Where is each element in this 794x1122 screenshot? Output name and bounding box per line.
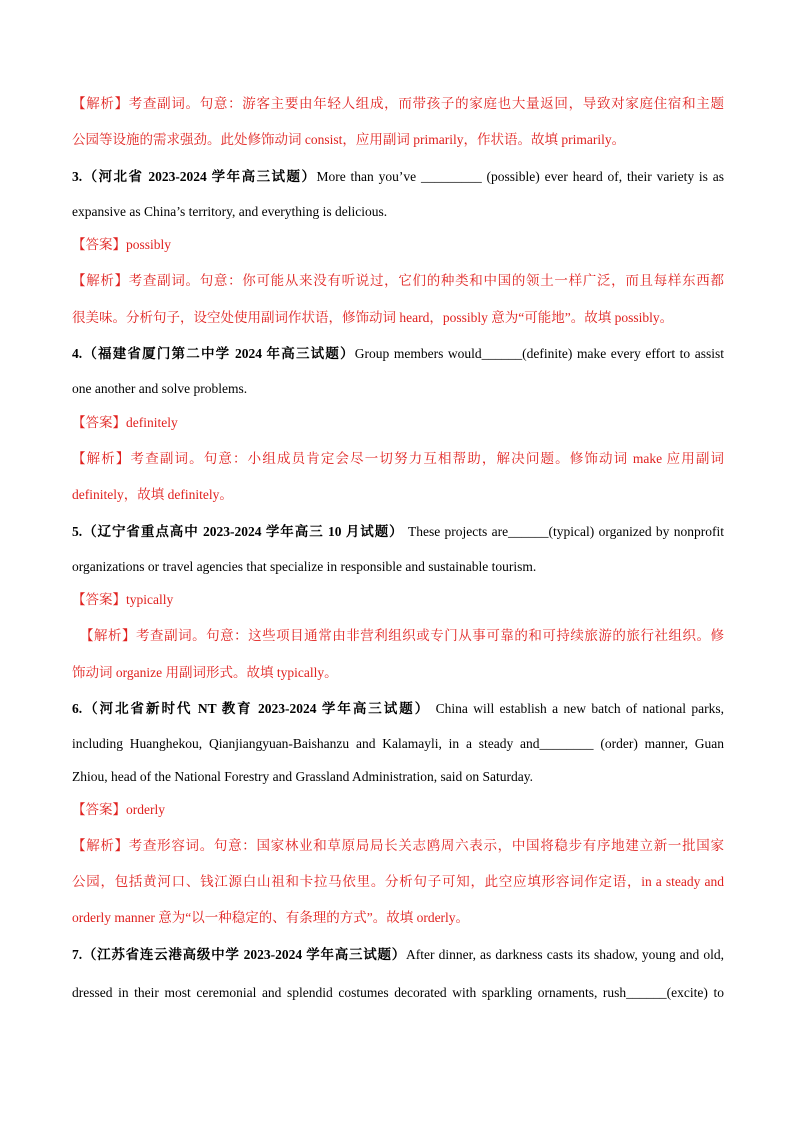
- q4-source: （福建省厦门第二中学 2024 年高三试题）: [82, 346, 355, 361]
- q3-source: （河北省 2023-2024 学年高三试题）: [82, 169, 317, 184]
- q7-stem-line-2: dressed in their most ceremonial and splendid costumes decorated with sparkling ornaments, rush______(excite) to: [72, 985, 724, 1000]
- q3-answer: 【答案】possibly: [72, 237, 172, 252]
- q7-stem-line-1: [72, 946, 724, 964]
- q3-analysis-line-2: 很美味。分析句子，设空处使用副词作状语，修饰动词 heard，possibly 意为“可能地”。故填 possibly。: [72, 310, 674, 325]
- q6-stem-line-1: [72, 700, 724, 718]
- q5-stem-line-2: organizations or travel agencies that specialize in responsible and sustainable tourism.: [72, 559, 537, 574]
- q3-stem-line-2: expansive as China’s territory, and everything is delicious.: [72, 204, 388, 219]
- q5-analysis-line-1: 【解析】考查副词。句意：这些项目通常由非营利组织或专门从事可靠的和可持续旅游的旅行社组织。修: [80, 628, 724, 643]
- q5-source: （辽宁省重点高中 2023-2024 学年高三 10 月试题）: [82, 524, 404, 539]
- q6-source: （河北省新时代 NT 教育 2023-2024 学年高三试题）: [82, 701, 431, 716]
- q6-analysis-line-3: orderly manner 意为“以一种稳定的、有条理的方式”。故填 orderly。: [72, 910, 470, 925]
- q6-stem-line-2: including Huanghekou, Qianjiangyuan-Baishanzu and Kalamayli, in a steady and________ (order) manner, Guan: [72, 736, 724, 751]
- q7-number: 7.: [72, 947, 83, 962]
- q3-stem-line-1: [72, 168, 724, 186]
- q7-source: （江苏省连云港高级中学 2023-2024 学年高三试题）: [82, 947, 407, 962]
- q3-stem-text: More than you’ve _________ (possible) ever heard of, their variety is as: [316, 169, 725, 184]
- q2-analysis-line-1: 【解析】考查副词。句意：游客主要由年轻人组成，而带孩子的家庭也大量返回，导致对家庭住宿和主题: [72, 96, 724, 111]
- q4-number: 4.: [72, 346, 83, 361]
- q6-analysis-line-1: 【解析】考查形容词。句意：国家林业和草原局局长关志鸥周六表示，中国将稳步有序地建立新一批国家: [72, 838, 724, 853]
- q5-answer: 【答案】typically: [72, 592, 174, 607]
- q4-analysis-line-2: definitely，故填 definitely。: [72, 487, 233, 502]
- q3-analysis-line-1: 【解析】考查副词。句意：你可能从来没有听说过，它们的种类和中国的领土一样广泛，而且每样东西都: [72, 273, 724, 288]
- q2-analysis-line-2: 公园等设施的需求强劲。此处修饰动词 consist，应用副词 primarily，作状语。故填 primarily。: [72, 132, 626, 147]
- q5-stem-text: These projects are______(typical) organized by nonprofit: [403, 524, 724, 539]
- q4-stem-text: Group members would______(definite) make every effort to assist: [354, 346, 724, 361]
- q6-number: 6.: [72, 701, 83, 716]
- q5-analysis-line-2: 饰动词 organize 用副词形式。故填 typically。: [72, 665, 338, 680]
- q4-stem-line-1: [72, 345, 724, 363]
- q5-number: 5.: [72, 524, 83, 539]
- q6-analysis-line-2: 公园，包括黄河口、钱江源白山祖和卡拉马依里。分析句子可知，此空应填形容词作定语，in a steady and: [72, 874, 724, 889]
- q6-stem-line-3: Zhiou, head of the National Forestry and Grassland Administration, said on Saturday.: [72, 769, 534, 784]
- q5-stem-line-1: [72, 523, 724, 541]
- q3-number: 3.: [72, 169, 83, 184]
- q7-stem-text: After dinner, as darkness casts its shadow, young and old,: [406, 947, 724, 962]
- q6-stem-text: China will establish a new batch of national parks,: [430, 701, 724, 716]
- q4-answer: 【答案】definitely: [72, 415, 178, 430]
- q4-analysis-line-1: 【解析】考查副词。句意：小组成员肯定会尽一切努力互相帮助，解决问题。修饰动词 make 应用副词: [72, 451, 724, 466]
- q4-stem-line-2: one another and solve problems.: [72, 381, 248, 396]
- q6-answer: 【答案】orderly: [72, 802, 165, 817]
